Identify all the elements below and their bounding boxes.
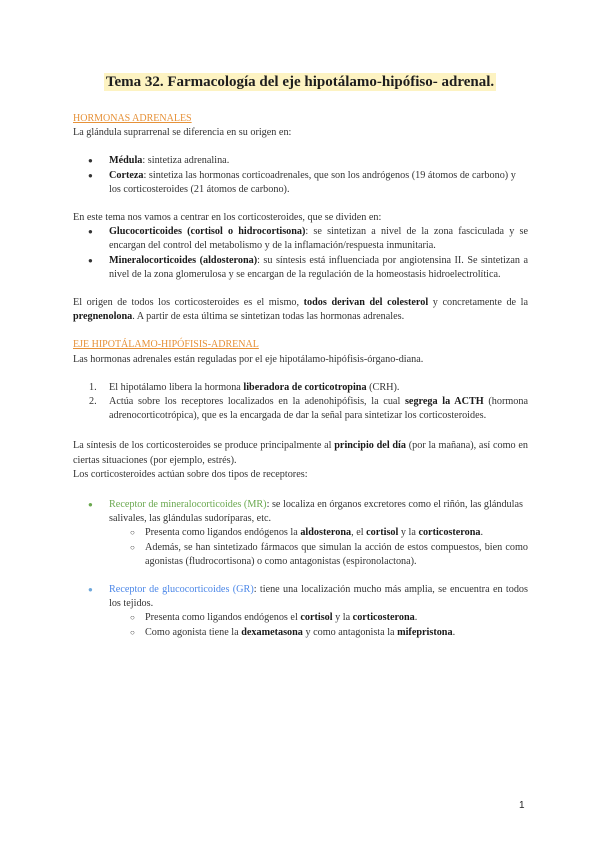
section-heading-eje: EJE HIPOTÁLAMO-HIPÓFISIS-ADRENAL xyxy=(73,339,259,351)
paragraph: La glándula suprarrenal se diferencia en su origen en: xyxy=(73,127,292,139)
section-heading-hormonas: HORMONAS ADRENALES xyxy=(73,113,192,124)
sub-list-gr xyxy=(73,611,528,639)
list-item: ○ Presenta como ligandos endógenos el cortisol y la corticosterona. xyxy=(73,611,528,625)
document-body xyxy=(73,112,528,640)
list-item-mr: ● Receptor de mineralocorticoides (MR): se localiza en órganos excretores como el riñón, las glándulas salivales, las glándulas sudoríparas, etc. xyxy=(73,498,528,526)
page-title: Tema 32. Farmacología del eje hipotálamo-hipófiso- adrenal. xyxy=(105,74,495,90)
list-item-gr: ● Receptor de glucocorticoides (GR): tiene una localización mucho más amplia, se encuentra en todos los tejidos. xyxy=(73,583,528,611)
list-item: ○ Presenta como ligandos endógenos la aldosterona, el cortisol y la corticosterona. xyxy=(73,526,528,540)
list-item: ● Médula: sintetiza adrenalina. xyxy=(73,154,528,168)
list-item: ○ Además, se han sintetizado fármacos que simulan la acción de estos compuestos, bien como agonistas (fludrocortisona) o como antagonistas (espironolactona). xyxy=(73,541,528,569)
sub-list-mr xyxy=(73,526,528,569)
bullet-list xyxy=(73,225,528,282)
list-item: ○ Como agonista tiene la dexametasona y como antagonista la mifepristona. xyxy=(73,626,528,640)
list-item: 2. Actúa sobre los receptores localizados en la adenohipófisis, la cual segrega la ACTH (hormona adrenocorticotrópica), que es la encargada de dar la señal para sintetizar los corticosteroides. xyxy=(89,396,529,422)
paragraph: Las hormonas adrenales están reguladas por el eje hipotálamo-hipófisis-órgano-diana. xyxy=(73,353,424,365)
numbered-list xyxy=(73,381,528,424)
page-number: 1 xyxy=(519,800,525,811)
paragraph: La síntesis de los corticosteroides se produce principalmente al principio del día (por la mañana), así como en ciertas situaciones (por ejemplo, estrés). xyxy=(73,440,528,466)
bullet-list-gr xyxy=(73,583,528,611)
bullet-list-mr xyxy=(73,498,528,526)
paragraph: En este tema nos vamos a centrar en los corticosteroides, que se dividen en: xyxy=(73,212,382,224)
list-item: ● Corteza: sintetiza las hormonas corticoadrenales, que son los andrógenos (19 átomos de carbono) y los corticosteroides (21 átomos de carbono). xyxy=(73,169,528,197)
list-item: ● Mineralocorticoides (aldosterona): su síntesis está influenciada por angiotensina II. Se sintetizan a nivel de la zona glomerulosa y se encargan de la regulación de la homeostasis hidroelectrolítica. xyxy=(73,254,528,282)
list-item: 1. El hipotálamo libera la hormona liberadora de corticotropina (CRH). xyxy=(89,381,400,393)
paragraph: El origen de todos los corticosteroides es el mismo, todos derivan del colesterol y concretamente de la pregnenolona. A partir de esta última se sintetizan todas las hormonas adrenales. xyxy=(73,297,529,323)
bullet-list xyxy=(73,154,528,197)
list-item: ● Glucocorticoides (cortisol o hidrocortisona): se sintetizan a nivel de la zona fasciculada y se encargan del control del metabolismo y de la inflamación/respuesta inmunitaria. xyxy=(73,225,528,253)
paragraph: Los corticosteroides actúan sobre dos tipos de receptores: xyxy=(73,468,308,480)
